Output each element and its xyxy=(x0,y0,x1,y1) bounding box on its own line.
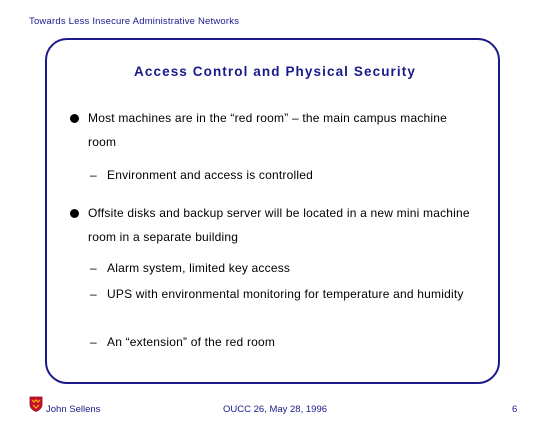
running-header: Towards Less Insecure Administrative Networks xyxy=(29,16,240,27)
sub-bullet-dash: – xyxy=(90,287,97,301)
sub-bullet-dash: – xyxy=(90,168,97,182)
bullet-2-sub-3: An “extension” of the red room xyxy=(107,335,276,349)
slide-title: Access Control and Physical Security xyxy=(134,64,416,79)
bullet-dot xyxy=(70,114,79,123)
bullet-2-sub-1: Alarm system, limited key access xyxy=(107,261,291,275)
bullet-2-text: Offsite disks and backup server will be located in a new mini machine room in a separate building xyxy=(88,206,470,244)
footer-event: OUCC 26, May 28, 1996 xyxy=(222,404,328,415)
bullet-1-sub-1: Environment and access is controlled xyxy=(107,168,313,182)
footer-author: John Sellens xyxy=(46,404,101,415)
bullet-1-text: Most machines are in the “red room” – the main campus machine room xyxy=(88,111,448,149)
sub-bullet-dash: – xyxy=(90,335,97,349)
sub-bullet-dash: – xyxy=(90,261,97,275)
bullet-dot xyxy=(70,209,79,218)
bullet-2-sub-2: UPS with environmental monitoring for temperature and humidity xyxy=(107,287,464,301)
footer-page-number: 6 xyxy=(512,404,518,415)
